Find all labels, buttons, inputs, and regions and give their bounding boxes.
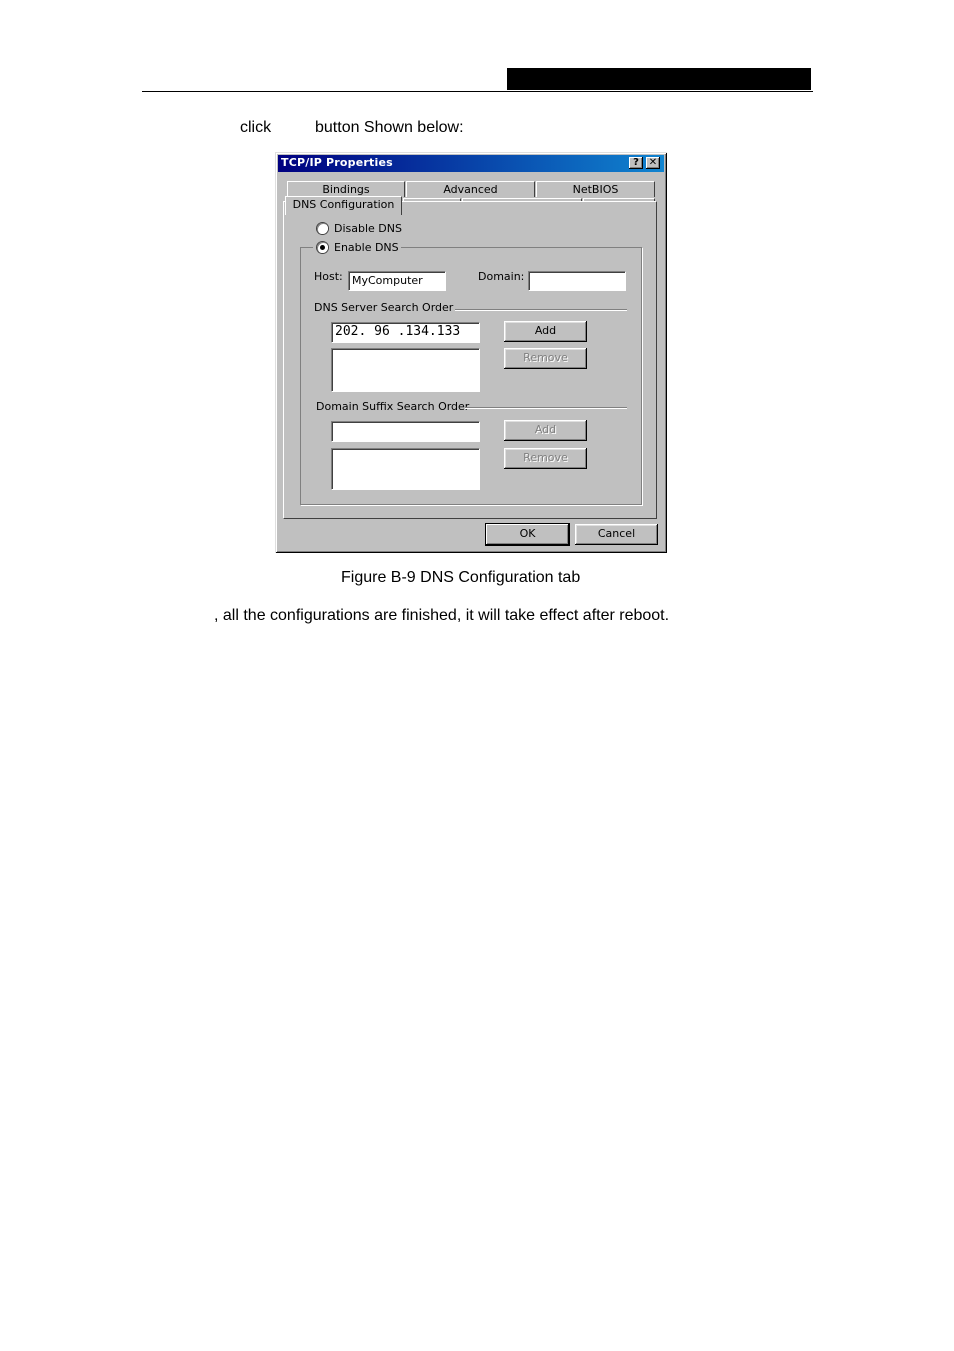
domain-suffix-divider [465,407,627,409]
host-value: MyComputer [352,274,423,287]
disable-dns-radio[interactable] [317,223,328,234]
radio-selected-dot [320,245,325,250]
close-icon[interactable]: ✕ [646,157,660,169]
domain-label: Domain: [478,270,525,283]
help-button[interactable]: ? [629,157,643,169]
tab-netbios[interactable]: NetBIOS [536,181,655,197]
header-rule [142,91,813,92]
domain-suffix-input[interactable] [331,421,480,442]
dns-remove-label: Remove [523,351,568,364]
tab-bindings[interactable]: Bindings [287,181,405,197]
domain-suffix-list[interactable] [331,448,480,490]
header-bar [507,68,811,90]
tcpip-properties-dialog [275,152,667,553]
figure-caption: Figure B-9 DNS Configuration tab [341,569,581,586]
tab-advanced[interactable]: Advanced [406,181,535,197]
cancel-button[interactable] [575,524,658,545]
suffix-remove-label: Remove [523,451,568,464]
suffix-add-button[interactable] [504,420,587,441]
ok-label: OK [519,527,536,540]
domain-suffix-label: Domain Suffix Search Order [316,400,470,413]
dns-remove-button[interactable] [504,348,587,369]
disable-dns-label: Disable DNS [334,222,402,235]
closing-paragraph: , all the configurations are finished, it will take effect after reboot. [214,607,670,624]
suffix-remove-button[interactable] [504,448,587,469]
dns-search-order-label: DNS Server Search Order [314,301,454,314]
ok-button[interactable] [486,524,569,545]
host-input[interactable] [348,271,446,291]
enable-dns-radio[interactable] [317,242,328,253]
dns-search-order-divider [455,309,627,311]
suffix-add-label: Add [534,423,557,436]
intro-click-text: click [240,119,272,136]
intro-button-text: button Shown below: [315,119,464,136]
domain-input[interactable] [528,271,626,291]
dialog-title: TCP/IP Properties [281,156,393,169]
dns-server-list[interactable] [331,348,480,392]
dns-server-input[interactable] [331,322,480,343]
enable-dns-label: Enable DNS [334,241,399,254]
dns-add-button[interactable] [504,321,587,342]
tab-dns-configuration[interactable]: DNS Configuration [285,196,402,215]
host-label: Host: [314,270,343,283]
dns-server-value: 202. 96 .134.133 [335,324,461,339]
dns-add-label: Add [534,324,557,337]
dialog-titlebar [278,155,664,172]
cancel-label: Cancel [597,527,636,540]
